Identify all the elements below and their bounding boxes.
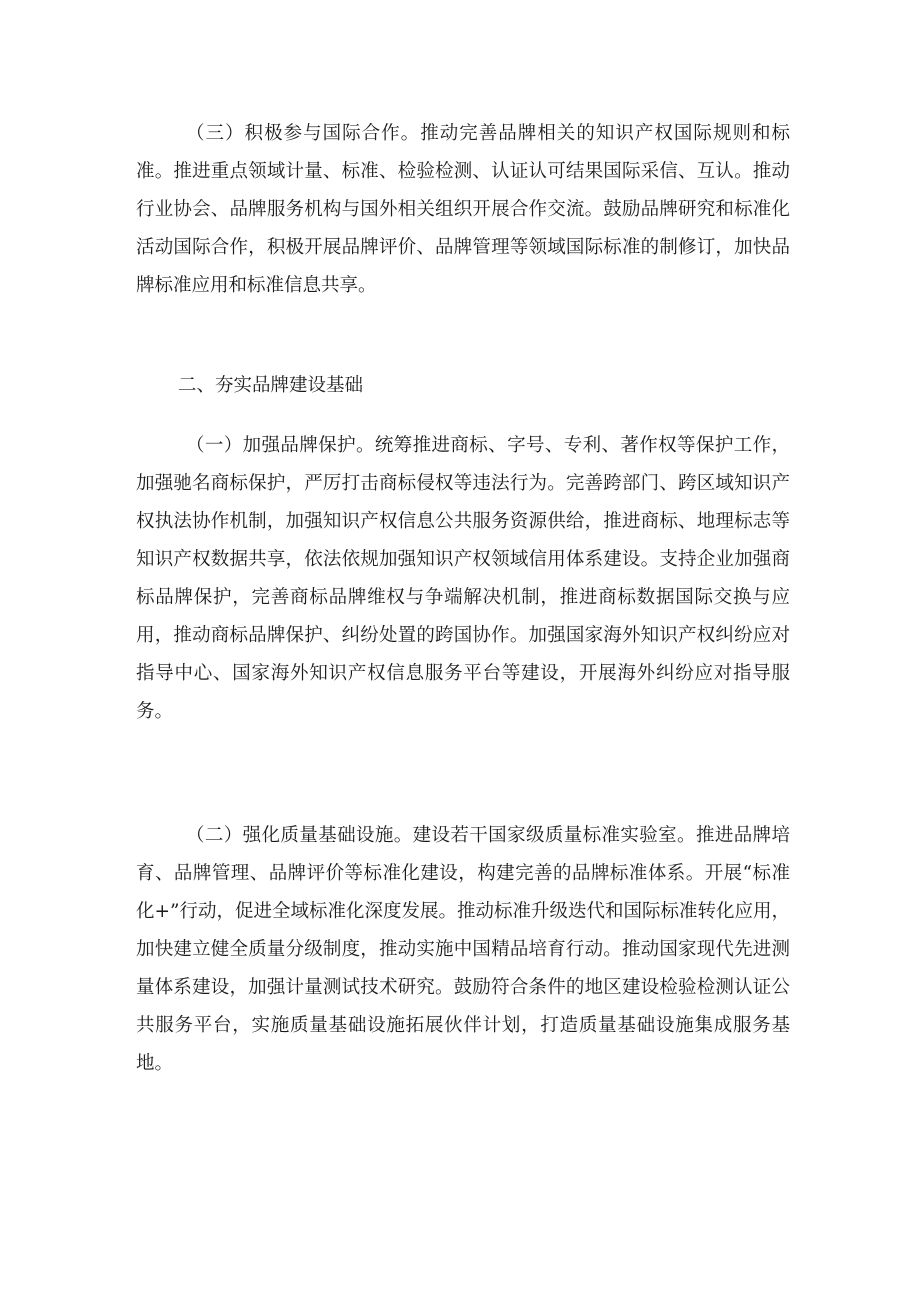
section-heading-text: 二、夯实品牌建设基础 — [178, 375, 364, 396]
paragraph-brand-protection — [136, 427, 790, 731]
paragraph-text: （二）强化质量基础设施。建设若干国家级质量标准实验室。推进品牌培育、品牌管理、品牌评价等标准化建设，构建完善的品牌标准体系。开展“标准化+”行动，促进全域标准化深度发展。推动标准升级迭代和国际标准转化应用，加快建立健全质量分级制度，推动实施中国精品培育行动。推动国家现代先进测量体系建设，加强计量测试技术研究。鼓励符合条件的地区建设检验检测认证公共服务平台，实施质量基础设施拓展伙伴计划，打造质量基础设施集成服务基地。 — [136, 825, 790, 1074]
paragraph-text: （一）加强品牌保护。统筹推进商标、字号、专利、著作权等保护工作，加强驰名商标保护，严厉打击商标侵权等违法行为。完善跨部门、跨区域知识产权执法协作机制，加强知识产权信息公共服务资源供给，推进商标、地理标志等知识产权数据共享，依法依规加强知识产权领域信用体系建设。支持企业加强商标品牌保护，完善商标品牌维权与争端解决机制，推进商标数据国际交换与应用，推动商标品牌保护、纠纷处置的跨国协作。加强国家海外知识产权纠纷应对指导中心、国家海外知识产权信息服务平台等建设，开展海外纠纷应对指导服务。 — [136, 435, 790, 722]
paragraph-text: （三）积极参与国际合作。推动完善品牌相关的知识产权国际规则和标准。推进重点领域计量、标准、检验检测、认证认可结果国际采信、互认。推动行业协会、品牌服务机构与国外相关组织开展合作交流。鼓励品牌研究和标准化活动国际合作，积极开展品牌评价、品牌管理等领域国际标准的制修订，加快品牌标准应用和标准信息共享。 — [136, 123, 790, 296]
paragraph-international-cooperation — [136, 115, 790, 305]
section-heading — [136, 367, 790, 405]
paragraph-quality-infrastructure — [136, 817, 790, 1083]
